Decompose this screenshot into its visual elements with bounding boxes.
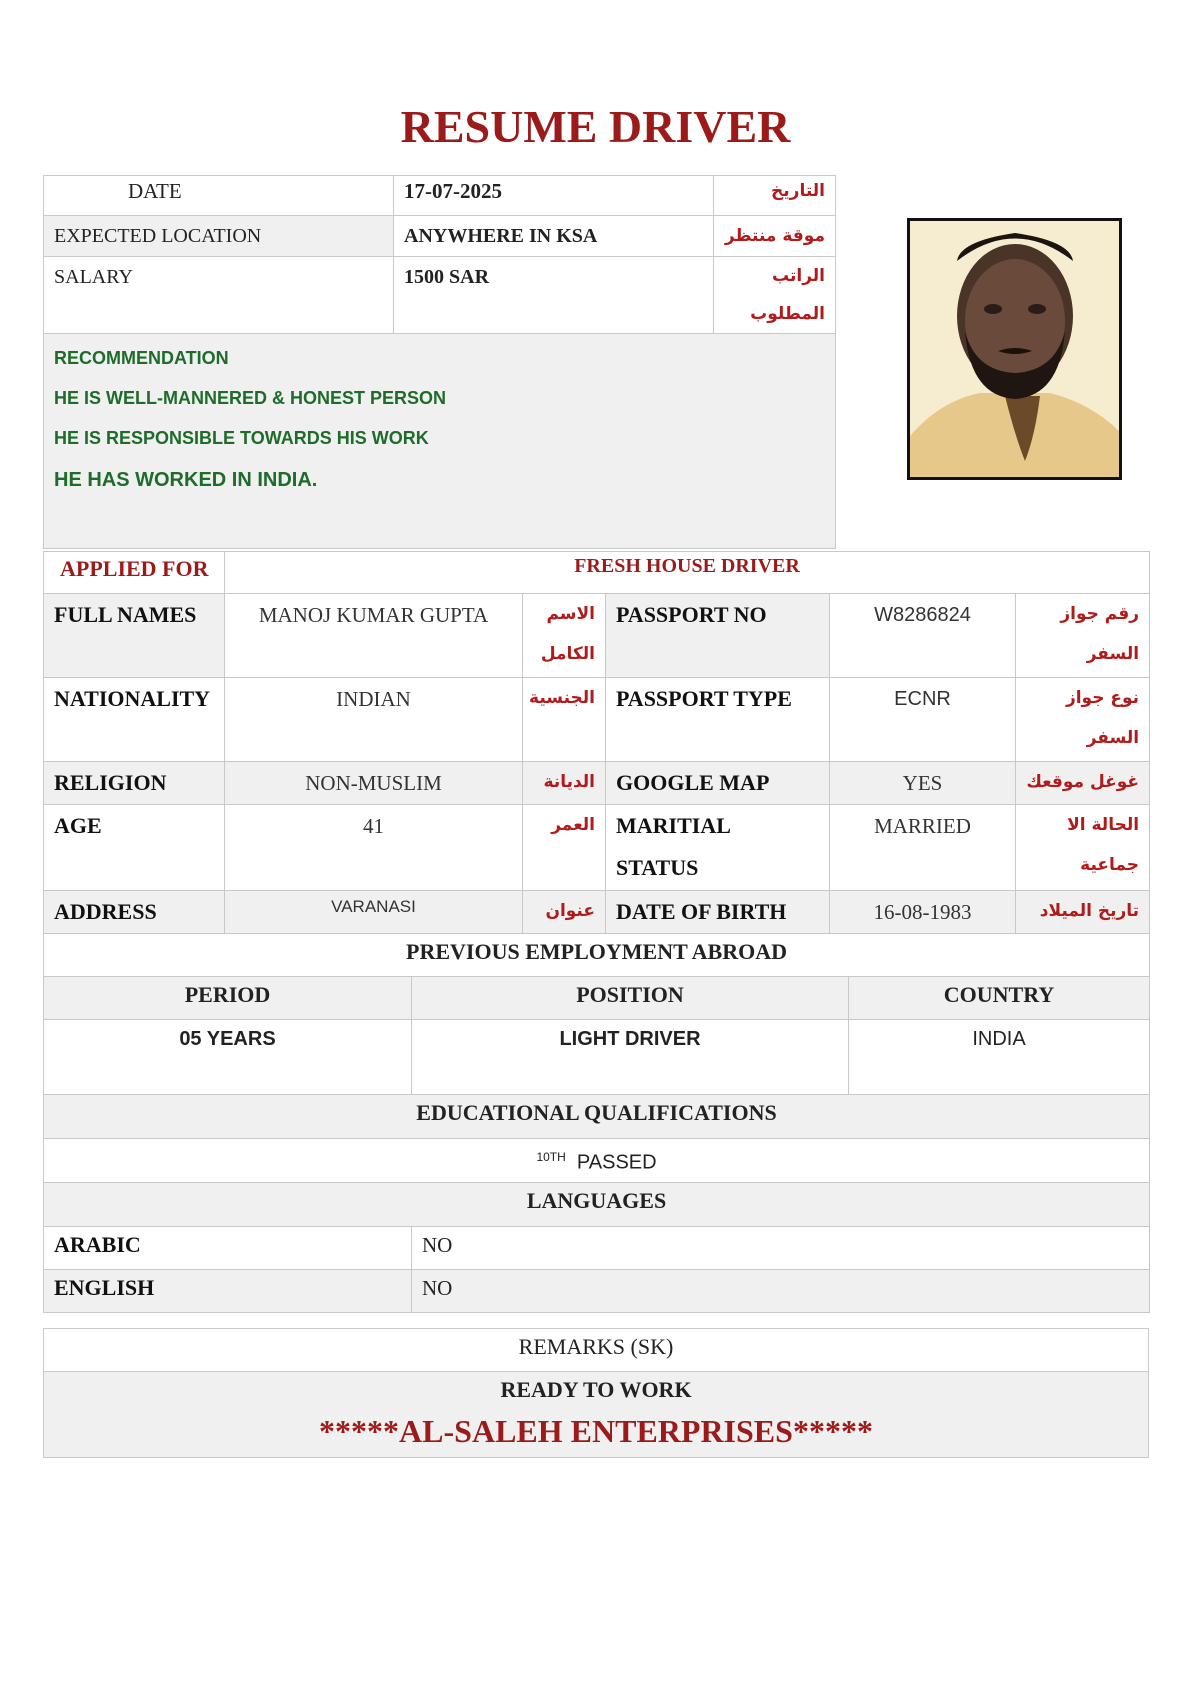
details-table (43, 551, 1150, 934)
period-header: PERIOD (44, 977, 412, 1020)
ready-status: READY TO WORK (500, 1377, 692, 1402)
period-value: 05 YEARS (44, 1020, 412, 1095)
language-english-value: NO (412, 1270, 1150, 1313)
nationality-value: INDIAN (225, 678, 523, 762)
full-names-label: FULL NAMES (44, 594, 225, 678)
applied-for-value: FRESH HOUSE DRIVER (225, 552, 1150, 594)
dob-arabic: تاريخ الميلاد (1016, 891, 1150, 934)
marital-status-arabic-line2: جماعية (1080, 855, 1140, 875)
dob-label: DATE OF BIRTH (606, 891, 830, 934)
salary-label: SALARY (44, 257, 394, 334)
passport-no-label: PASSPORT NO (606, 594, 830, 678)
date-label: DATE (44, 176, 394, 216)
page-title: RESUME DRIVER (400, 101, 791, 152)
education-superscript: 10TH (536, 1150, 566, 1164)
date-value: 17-07-2025 (394, 176, 714, 216)
marital-status-label-line1: MARITIAL (616, 813, 731, 838)
company-name: *****AL-SALEH ENTERPRISES***** (319, 1413, 873, 1449)
full-names-arabic-line1: الاسم (546, 604, 595, 624)
google-map-label: GOOGLE MAP (606, 762, 830, 805)
recommendation-line: HE HAS WORKED IN INDIA. (54, 469, 318, 491)
passport-type-value: ECNR (830, 678, 1016, 762)
profile-photo (907, 218, 1122, 480)
position-value: LIGHT DRIVER (412, 1020, 849, 1095)
remarks-table (43, 1328, 1149, 1458)
employment-heading: PREVIOUS EMPLOYMENT ABROAD (44, 934, 1150, 977)
language-arabic-value: NO (412, 1227, 1150, 1270)
passport-type-label: PASSPORT TYPE (606, 678, 830, 762)
salary-value: 1500 SAR (394, 257, 714, 334)
religion-value: NON-MUSLIM (225, 762, 523, 805)
language-english-label: ENGLISH (44, 1270, 412, 1313)
religion-label: RELIGION (44, 762, 225, 805)
recommendation-line: HE IS WELL-MANNERED & HONEST PERSON (54, 388, 447, 408)
country-header: COUNTRY (849, 977, 1150, 1020)
header-table (43, 175, 836, 549)
recommendation-heading: RECOMMENDATION (54, 348, 229, 368)
education-result: PASSED (576, 1151, 657, 1174)
passport-type-arabic-line1: نوع جواز (1065, 688, 1140, 708)
full-names-value: MANOJ KUMAR GUPTA (225, 594, 523, 678)
age-arabic: العمر (523, 805, 606, 891)
location-value: ANYWHERE IN KSA (394, 216, 714, 257)
age-label: AGE (44, 805, 225, 891)
address-value: VARANASI (225, 891, 523, 934)
age-value: 41 (225, 805, 523, 891)
passport-type-arabic-line2: السفر (1086, 728, 1140, 748)
passport-no-arabic (1016, 594, 1150, 678)
nationality-arabic: الجنسية (523, 678, 606, 762)
location-label: EXPECTED LOCATION (44, 216, 394, 257)
passport-no-arabic-line2: السفر (1086, 644, 1140, 664)
recommendation-box (44, 334, 836, 549)
religion-arabic: الديانة (523, 762, 606, 805)
google-map-value: YES (830, 762, 1016, 805)
date-arabic: التاريخ (714, 176, 836, 216)
marital-status-arabic-line1: الحالة الا (1067, 815, 1140, 835)
passport-no-arabic-line1: رقم جواز (1060, 604, 1140, 624)
salary-arabic-line1: الراتب (772, 266, 825, 286)
marital-status-label-line2: STATUS (616, 855, 699, 880)
applied-for-label: APPLIED FOR (44, 552, 225, 594)
education-value (44, 1139, 1150, 1183)
country-value: INDIA (849, 1020, 1150, 1095)
person-photo-icon (910, 221, 1119, 477)
passport-type-arabic (1016, 678, 1150, 762)
remarks-body (44, 1372, 1149, 1458)
passport-no-value: W8286824 (830, 594, 1016, 678)
location-arabic: موقة منتظر (714, 216, 836, 257)
languages-heading: LANGUAGES (44, 1183, 1150, 1227)
education-heading: EDUCATIONAL QUALIFICATIONS (44, 1095, 1150, 1139)
marital-status-label (606, 805, 830, 891)
nationality-label: NATIONALITY (44, 678, 225, 762)
recommendation-line: HE IS RESPONSIBLE TOWARDS HIS WORK (54, 428, 429, 448)
language-arabic-label: ARABIC (44, 1227, 412, 1270)
salary-arabic-line2: المطلوب (750, 304, 825, 324)
address-label: ADDRESS (44, 891, 225, 934)
salary-arabic (714, 257, 836, 334)
full-names-arabic (523, 594, 606, 678)
position-header: POSITION (412, 977, 849, 1020)
remarks-label: REMARKS (SK) (44, 1329, 1149, 1372)
full-names-arabic-line2: الكامل (540, 644, 595, 664)
address-arabic: عنوان (523, 891, 606, 934)
marital-status-value: MARRIED (830, 805, 1016, 891)
dob-value: 16-08-1983 (830, 891, 1016, 934)
marital-status-arabic (1016, 805, 1150, 891)
google-map-arabic: غوغل موقعك (1016, 762, 1150, 805)
employment-table (43, 933, 1150, 1313)
